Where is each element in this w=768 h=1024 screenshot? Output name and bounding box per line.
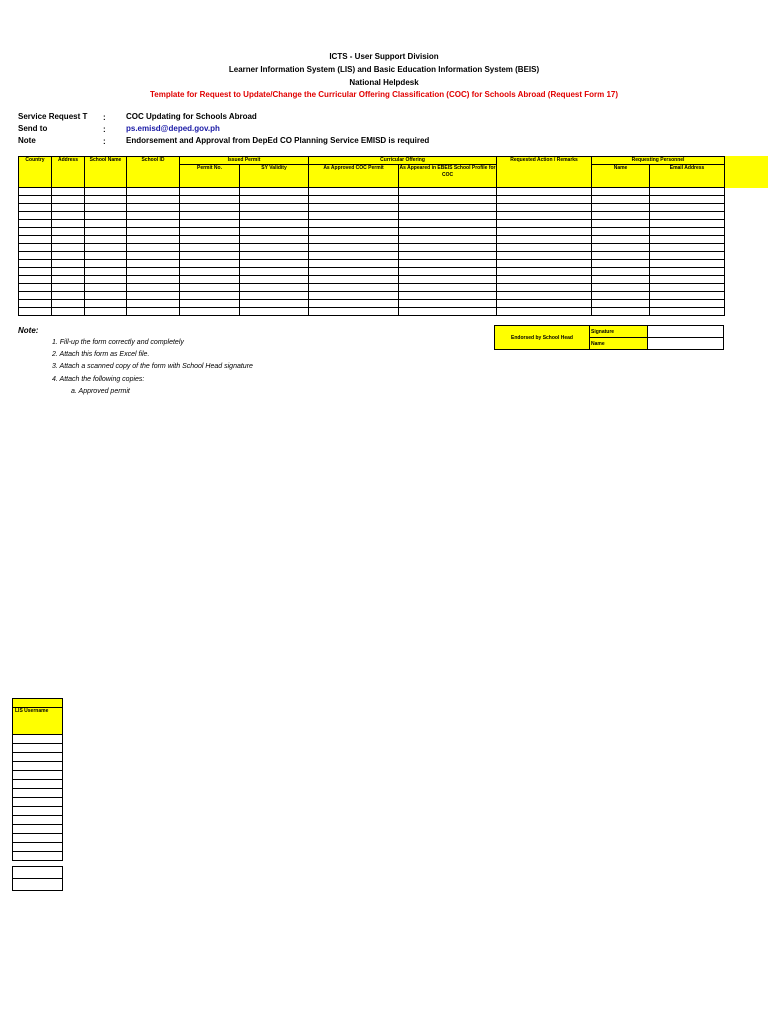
colon: : bbox=[103, 137, 106, 146]
col-sy-validity: SY Validity bbox=[240, 165, 309, 188]
table-cell[interactable] bbox=[497, 292, 592, 300]
service-request-value: COC Updating for Schools Abroad bbox=[126, 112, 257, 121]
table-cell[interactable] bbox=[650, 188, 725, 196]
table-cell[interactable] bbox=[52, 308, 85, 316]
table-row bbox=[19, 300, 725, 308]
lis-cell[interactable] bbox=[13, 780, 63, 789]
table-cell[interactable] bbox=[240, 220, 309, 228]
table-cell[interactable] bbox=[85, 308, 127, 316]
note-item: a. Approved permit bbox=[71, 388, 130, 395]
table-cell[interactable] bbox=[592, 244, 650, 252]
table-cell[interactable] bbox=[127, 228, 180, 236]
table-cell[interactable] bbox=[52, 292, 85, 300]
table-cell[interactable] bbox=[127, 188, 180, 196]
table-cell[interactable] bbox=[399, 276, 497, 284]
note-item: 4. Attach the following copies: bbox=[52, 376, 145, 383]
lis-row bbox=[13, 753, 63, 762]
table-cell[interactable] bbox=[85, 220, 127, 228]
table-cell[interactable] bbox=[127, 292, 180, 300]
col-requested-action: Requested Action / Remarks bbox=[497, 157, 592, 188]
table-cell[interactable] bbox=[52, 244, 85, 252]
table-cell[interactable] bbox=[497, 252, 592, 260]
table-cell[interactable] bbox=[180, 284, 240, 292]
table-cell[interactable] bbox=[650, 268, 725, 276]
table-cell[interactable] bbox=[52, 196, 85, 204]
table-cell[interactable] bbox=[650, 236, 725, 244]
name-field[interactable] bbox=[648, 338, 724, 350]
table-cell[interactable] bbox=[19, 196, 52, 204]
table-cell[interactable] bbox=[127, 308, 180, 316]
table-cell[interactable] bbox=[497, 284, 592, 292]
table-cell[interactable] bbox=[650, 228, 725, 236]
table-cell[interactable] bbox=[240, 188, 309, 196]
table-cell[interactable] bbox=[127, 244, 180, 252]
lis-cell[interactable] bbox=[13, 771, 63, 780]
lis-row bbox=[13, 735, 63, 744]
note-value: Endorsement and Approval from DepEd CO Planning Service EMISD is required bbox=[126, 136, 430, 145]
table-cell[interactable] bbox=[19, 188, 52, 196]
table-row bbox=[19, 220, 725, 228]
table-cell[interactable] bbox=[19, 308, 52, 316]
table-row bbox=[19, 196, 725, 204]
table-cell[interactable] bbox=[127, 260, 180, 268]
table-cell[interactable] bbox=[399, 308, 497, 316]
table-cell[interactable] bbox=[85, 244, 127, 252]
lis-username-header: LIS Username bbox=[13, 708, 63, 735]
table-cell[interactable] bbox=[240, 276, 309, 284]
table-cell[interactable] bbox=[309, 308, 399, 316]
lis-row bbox=[13, 744, 63, 753]
table-row bbox=[19, 252, 725, 260]
lis-row bbox=[13, 789, 63, 798]
table-cell[interactable] bbox=[592, 308, 650, 316]
table-cell[interactable] bbox=[85, 292, 127, 300]
table-cell[interactable] bbox=[85, 268, 127, 276]
table-cell[interactable] bbox=[52, 284, 85, 292]
division-title: ICTS - User Support Division bbox=[329, 52, 439, 61]
table-cell[interactable] bbox=[52, 236, 85, 244]
note-label: Note bbox=[18, 136, 36, 145]
lis-cell[interactable] bbox=[13, 762, 63, 771]
table-cell[interactable] bbox=[85, 300, 127, 308]
table-cell[interactable] bbox=[592, 292, 650, 300]
table-row bbox=[19, 188, 725, 196]
table-row bbox=[19, 308, 725, 316]
table-cell[interactable] bbox=[180, 260, 240, 268]
table-cell[interactable] bbox=[592, 300, 650, 308]
table-cell[interactable] bbox=[592, 236, 650, 244]
table-cell[interactable] bbox=[309, 196, 399, 204]
table-cell[interactable] bbox=[127, 268, 180, 276]
lis-row bbox=[13, 798, 63, 807]
table-cell[interactable] bbox=[19, 260, 52, 268]
table-cell[interactable] bbox=[650, 196, 725, 204]
table-cell[interactable] bbox=[19, 228, 52, 236]
col-permit-no: Permit No. bbox=[180, 165, 240, 188]
col-school-id: School ID bbox=[127, 157, 180, 188]
lis-row bbox=[13, 807, 63, 816]
table-cell[interactable] bbox=[399, 252, 497, 260]
table-cell[interactable] bbox=[399, 236, 497, 244]
lis-cell[interactable] bbox=[13, 834, 63, 843]
table-row bbox=[19, 212, 725, 220]
table-cell[interactable] bbox=[650, 308, 725, 316]
table-row bbox=[19, 292, 725, 300]
lis-extra-cell[interactable] bbox=[13, 867, 63, 879]
table-cell[interactable] bbox=[180, 300, 240, 308]
lis-extra-cell[interactable] bbox=[13, 879, 63, 891]
table-cell[interactable] bbox=[180, 308, 240, 316]
table-cell[interactable] bbox=[592, 196, 650, 204]
lis-cell[interactable] bbox=[13, 816, 63, 825]
table-cell[interactable] bbox=[650, 244, 725, 252]
table-cell[interactable] bbox=[127, 196, 180, 204]
table-cell[interactable] bbox=[399, 188, 497, 196]
table-cell[interactable] bbox=[52, 276, 85, 284]
table-cell[interactable] bbox=[399, 260, 497, 268]
table-cell[interactable] bbox=[309, 212, 399, 220]
table-cell[interactable] bbox=[240, 204, 309, 212]
col-curricular-offering: Curricular Offering bbox=[309, 157, 497, 165]
header-extension bbox=[724, 156, 768, 188]
table-cell[interactable] bbox=[127, 276, 180, 284]
table-cell[interactable] bbox=[85, 236, 127, 244]
table-cell[interactable] bbox=[180, 196, 240, 204]
table-cell[interactable] bbox=[399, 284, 497, 292]
signature-label: Signature bbox=[590, 326, 648, 338]
table-cell[interactable] bbox=[127, 212, 180, 220]
table-cell[interactable] bbox=[592, 284, 650, 292]
table-cell[interactable] bbox=[240, 244, 309, 252]
table-cell[interactable] bbox=[180, 204, 240, 212]
table-row bbox=[19, 284, 725, 292]
table-cell[interactable] bbox=[592, 228, 650, 236]
lis-cell[interactable] bbox=[13, 798, 63, 807]
table-cell[interactable] bbox=[650, 212, 725, 220]
table-cell[interactable] bbox=[240, 284, 309, 292]
table-cell[interactable] bbox=[497, 236, 592, 244]
table-cell[interactable] bbox=[19, 284, 52, 292]
table-cell[interactable] bbox=[85, 196, 127, 204]
table-cell[interactable] bbox=[309, 236, 399, 244]
table-cell[interactable] bbox=[592, 212, 650, 220]
table-cell[interactable] bbox=[19, 236, 52, 244]
table-cell[interactable] bbox=[650, 220, 725, 228]
table-cell[interactable] bbox=[52, 260, 85, 268]
table-cell[interactable] bbox=[52, 252, 85, 260]
table-cell[interactable] bbox=[85, 212, 127, 220]
table-cell[interactable] bbox=[497, 260, 592, 268]
table-cell[interactable] bbox=[19, 300, 52, 308]
table-cell[interactable] bbox=[19, 252, 52, 260]
table-cell[interactable] bbox=[399, 220, 497, 228]
table-cell[interactable] bbox=[399, 204, 497, 212]
table-cell[interactable] bbox=[127, 220, 180, 228]
table-cell[interactable] bbox=[497, 188, 592, 196]
table-cell[interactable] bbox=[309, 244, 399, 252]
table-cell[interactable] bbox=[240, 292, 309, 300]
colon: : bbox=[103, 125, 106, 134]
table-cell[interactable] bbox=[650, 292, 725, 300]
colon: : bbox=[103, 113, 106, 122]
note-item: 2. Attach this form as Excel file. bbox=[52, 351, 150, 358]
table-cell[interactable] bbox=[497, 228, 592, 236]
table-cell[interactable] bbox=[85, 276, 127, 284]
lis-row bbox=[13, 780, 63, 789]
table-cell[interactable] bbox=[240, 196, 309, 204]
table-row bbox=[19, 236, 725, 244]
table-cell[interactable] bbox=[309, 292, 399, 300]
table-cell[interactable] bbox=[240, 300, 309, 308]
table-cell[interactable] bbox=[309, 204, 399, 212]
table-cell[interactable] bbox=[85, 204, 127, 212]
table-cell[interactable] bbox=[19, 268, 52, 276]
table-cell[interactable] bbox=[497, 300, 592, 308]
table-cell[interactable] bbox=[180, 212, 240, 220]
endorsement-table bbox=[494, 325, 724, 350]
lis-row bbox=[13, 834, 63, 843]
table-cell[interactable] bbox=[52, 188, 85, 196]
table-cell[interactable] bbox=[592, 276, 650, 284]
send-to-label: Send to bbox=[18, 124, 48, 133]
service-request-label: Service Request T bbox=[18, 112, 88, 121]
table-cell[interactable] bbox=[309, 300, 399, 308]
request-table bbox=[18, 156, 725, 316]
table-cell[interactable] bbox=[52, 204, 85, 212]
table-cell[interactable] bbox=[592, 252, 650, 260]
table-cell[interactable] bbox=[497, 212, 592, 220]
col-issued-permit: Issued Permit bbox=[180, 157, 309, 165]
table-cell[interactable] bbox=[497, 308, 592, 316]
lis-cell[interactable] bbox=[13, 744, 63, 753]
table-cell[interactable] bbox=[650, 276, 725, 284]
table-cell[interactable] bbox=[592, 260, 650, 268]
lis-row bbox=[13, 852, 63, 861]
table-cell[interactable] bbox=[650, 252, 725, 260]
table-cell[interactable] bbox=[85, 252, 127, 260]
table-cell[interactable] bbox=[309, 284, 399, 292]
table-cell[interactable] bbox=[127, 236, 180, 244]
system-title: Learner Information System (LIS) and Basic Education Information System (BEIS) bbox=[228, 65, 540, 74]
lis-cell[interactable] bbox=[13, 789, 63, 798]
table-cell[interactable] bbox=[497, 204, 592, 212]
table-cell[interactable] bbox=[309, 268, 399, 276]
endorsed-by-label: Endorsed by School Head bbox=[495, 326, 590, 350]
table-cell[interactable] bbox=[497, 220, 592, 228]
table-cell[interactable] bbox=[592, 268, 650, 276]
table-cell[interactable] bbox=[85, 284, 127, 292]
col-as-appeared: As Appeared in EBEIS School Profile for COC bbox=[399, 165, 497, 188]
table-cell[interactable] bbox=[650, 300, 725, 308]
table-cell[interactable] bbox=[650, 284, 725, 292]
col-requesting-personnel: Requesting Personnel bbox=[592, 157, 725, 165]
table-cell[interactable] bbox=[240, 212, 309, 220]
table-cell[interactable] bbox=[19, 212, 52, 220]
table-cell[interactable] bbox=[309, 276, 399, 284]
table-cell[interactable] bbox=[399, 212, 497, 220]
table-cell[interactable] bbox=[180, 188, 240, 196]
table-cell[interactable] bbox=[240, 228, 309, 236]
table-cell[interactable] bbox=[309, 220, 399, 228]
table-cell[interactable] bbox=[309, 252, 399, 260]
lis-cell[interactable] bbox=[13, 843, 63, 852]
lis-header-spacer bbox=[13, 699, 63, 708]
name-label: Name bbox=[590, 338, 648, 350]
lis-cell[interactable] bbox=[13, 753, 63, 762]
table-cell[interactable] bbox=[180, 292, 240, 300]
table-cell[interactable] bbox=[180, 276, 240, 284]
lis-cell[interactable] bbox=[13, 735, 63, 744]
table-cell[interactable] bbox=[19, 244, 52, 252]
col-as-approved: As Approved COC Permit bbox=[309, 165, 399, 188]
table-cell[interactable] bbox=[309, 260, 399, 268]
col-country: Country bbox=[19, 157, 52, 188]
send-to-email-link[interactable]: ps.emisd@deped.gov.ph bbox=[126, 124, 220, 133]
template-title: Template for Request to Update/Change the Curricular Offering Classification (COC) for Schools Abroad (Request Form 17) bbox=[149, 90, 619, 99]
table-row bbox=[19, 268, 725, 276]
lis-body bbox=[13, 735, 63, 861]
note-item: 1. Fill-up the form correctly and completely bbox=[52, 339, 184, 346]
table-cell[interactable] bbox=[592, 188, 650, 196]
table-cell[interactable] bbox=[309, 228, 399, 236]
col-name: Name bbox=[592, 165, 650, 188]
table-cell[interactable] bbox=[52, 212, 85, 220]
table-row bbox=[19, 228, 725, 236]
table-cell[interactable] bbox=[180, 220, 240, 228]
lis-row bbox=[13, 825, 63, 834]
table-cell[interactable] bbox=[180, 228, 240, 236]
table-cell[interactable] bbox=[127, 252, 180, 260]
table-cell[interactable] bbox=[19, 220, 52, 228]
table-cell[interactable] bbox=[85, 188, 127, 196]
table-cell[interactable] bbox=[497, 196, 592, 204]
table-cell[interactable] bbox=[19, 204, 52, 212]
table-cell[interactable] bbox=[497, 268, 592, 276]
table-cell[interactable] bbox=[240, 308, 309, 316]
table-cell[interactable] bbox=[85, 228, 127, 236]
lis-username-table bbox=[12, 698, 63, 861]
notes-title: Note: bbox=[18, 326, 39, 335]
table-cell[interactable] bbox=[240, 260, 309, 268]
table-cell[interactable] bbox=[497, 276, 592, 284]
table-row bbox=[19, 244, 725, 252]
col-address: Address bbox=[52, 157, 85, 188]
lis-extra-table bbox=[12, 866, 63, 891]
table-cell[interactable] bbox=[399, 292, 497, 300]
table-cell[interactable] bbox=[52, 268, 85, 276]
table-cell[interactable] bbox=[127, 300, 180, 308]
table-cell[interactable] bbox=[497, 244, 592, 252]
table-cell[interactable] bbox=[592, 204, 650, 212]
table-cell[interactable] bbox=[19, 276, 52, 284]
table-cell[interactable] bbox=[240, 252, 309, 260]
lis-row bbox=[13, 762, 63, 771]
table-cell[interactable] bbox=[52, 220, 85, 228]
table-cell[interactable] bbox=[592, 220, 650, 228]
table-row bbox=[19, 204, 725, 212]
table-cell[interactable] bbox=[180, 244, 240, 252]
table-row bbox=[19, 260, 725, 268]
table-cell[interactable] bbox=[399, 196, 497, 204]
table-cell[interactable] bbox=[127, 284, 180, 292]
table-row bbox=[19, 276, 725, 284]
lis-row bbox=[13, 816, 63, 825]
lis-row bbox=[13, 843, 63, 852]
table-cell[interactable] bbox=[399, 244, 497, 252]
table-cell[interactable] bbox=[127, 204, 180, 212]
lis-cell[interactable] bbox=[13, 852, 63, 861]
col-email: Email Address bbox=[650, 165, 725, 188]
table-cell[interactable] bbox=[240, 268, 309, 276]
table-cell[interactable] bbox=[240, 236, 309, 244]
lis-cell[interactable] bbox=[13, 807, 63, 816]
table-cell[interactable] bbox=[309, 188, 399, 196]
table-cell[interactable] bbox=[399, 300, 497, 308]
lis-row bbox=[13, 771, 63, 780]
lis-cell[interactable] bbox=[13, 825, 63, 834]
table-cell[interactable] bbox=[180, 252, 240, 260]
table-cell[interactable] bbox=[52, 300, 85, 308]
table-cell[interactable] bbox=[399, 268, 497, 276]
col-school-name: School Name bbox=[85, 157, 127, 188]
table-cell[interactable] bbox=[180, 268, 240, 276]
table-cell[interactable] bbox=[85, 260, 127, 268]
helpdesk-title: National Helpdesk bbox=[349, 78, 419, 87]
table-cell[interactable] bbox=[650, 204, 725, 212]
table-cell[interactable] bbox=[180, 236, 240, 244]
note-item: 3. Attach a scanned copy of the form with School Head signature bbox=[52, 363, 253, 370]
table-cell[interactable] bbox=[52, 228, 85, 236]
table-body bbox=[19, 188, 725, 316]
signature-field[interactable] bbox=[648, 326, 724, 338]
table-cell[interactable] bbox=[650, 260, 725, 268]
table-cell[interactable] bbox=[399, 228, 497, 236]
table-cell[interactable] bbox=[19, 292, 52, 300]
